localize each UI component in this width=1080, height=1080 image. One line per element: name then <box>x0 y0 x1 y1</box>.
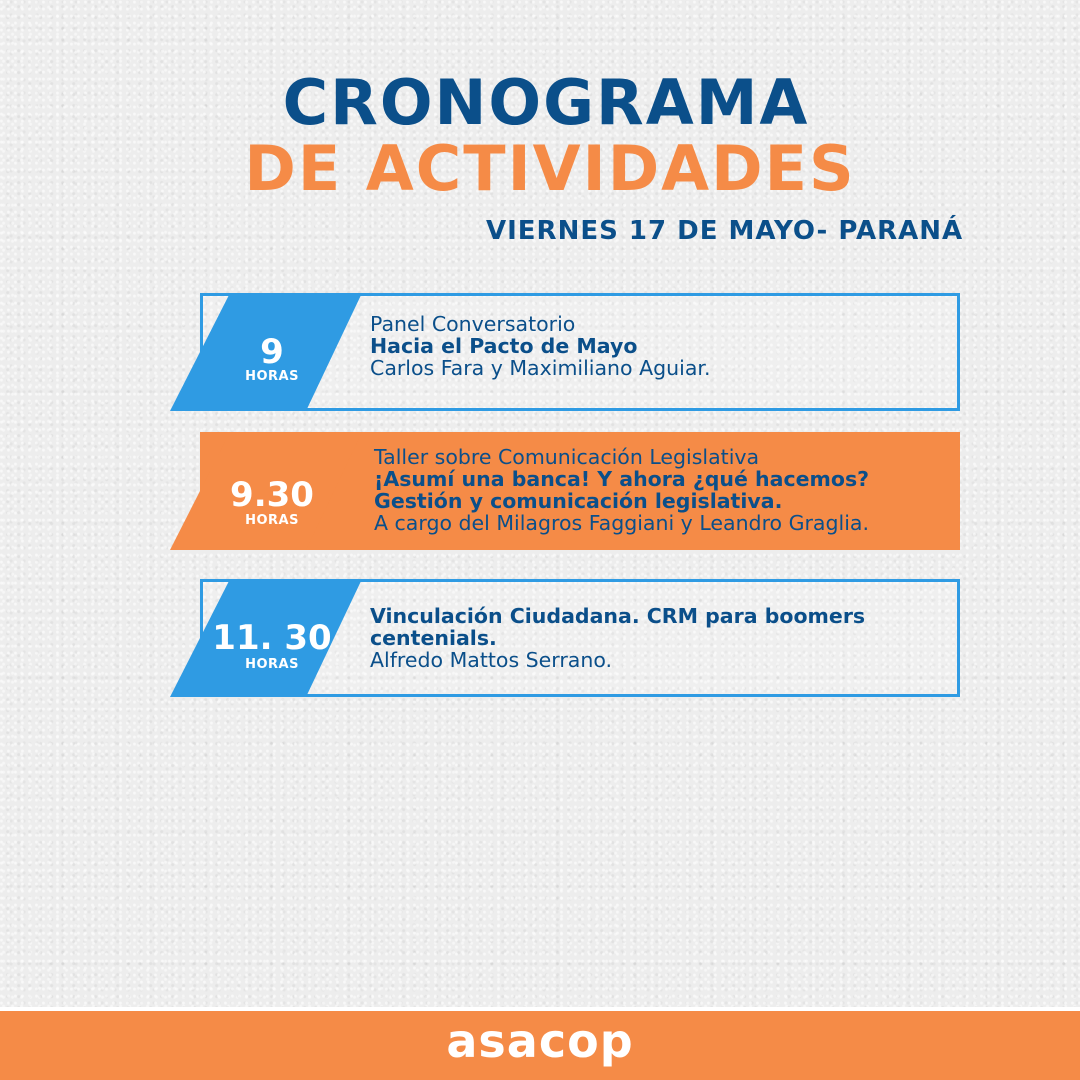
activity-card-2 <box>170 432 960 550</box>
time-value: 11. 30 <box>212 618 332 658</box>
time-tag <box>170 579 370 697</box>
activity-info <box>370 605 944 671</box>
time-value: 9.30 <box>230 475 314 515</box>
time-tag <box>170 293 370 411</box>
activity-title: Hacia el Pacto de Mayo <box>370 334 638 358</box>
activity-type: Taller sobre Comunicación Legislativa <box>374 445 760 469</box>
time-value: 9 <box>260 332 284 372</box>
activity-type: Panel Conversatorio <box>370 312 576 336</box>
time-unit: HORAS <box>245 369 299 384</box>
activity-speakers: Alfredo Mattos Serrano. <box>370 648 613 672</box>
title-line-2: DE ACTIVIDADES <box>244 132 856 205</box>
time-tag <box>170 432 370 550</box>
time-unit: HORAS <box>245 513 299 528</box>
event-date: VIERNES 17 DE MAYO- PARANÁ <box>486 216 964 246</box>
title-line-1: CRONOGRAMA <box>282 66 810 139</box>
time-unit: HORAS <box>245 657 299 672</box>
activity-speakers: A cargo del Milagros Faggiani y Leandro Graglia. <box>374 511 869 535</box>
activity-info <box>370 313 944 379</box>
activity-info <box>374 446 944 534</box>
activity-card-3 <box>170 579 960 697</box>
footer-bar <box>0 1007 1080 1080</box>
activity-speakers: Carlos Fara y Maximiliano Aguiar. <box>370 356 711 380</box>
brand-logo: asacop <box>446 1014 634 1068</box>
activity-title-cont: centenials. <box>370 626 497 650</box>
activity-title: ¡Asumí una banca! Y ahora ¿qué hacemos? <box>374 467 870 491</box>
activity-subtitle: Gestión y comunicación legislativa. <box>374 489 783 513</box>
activity-card-1 <box>170 293 960 411</box>
activity-title: Vinculación Ciudadana. CRM para boomers <box>370 604 866 628</box>
